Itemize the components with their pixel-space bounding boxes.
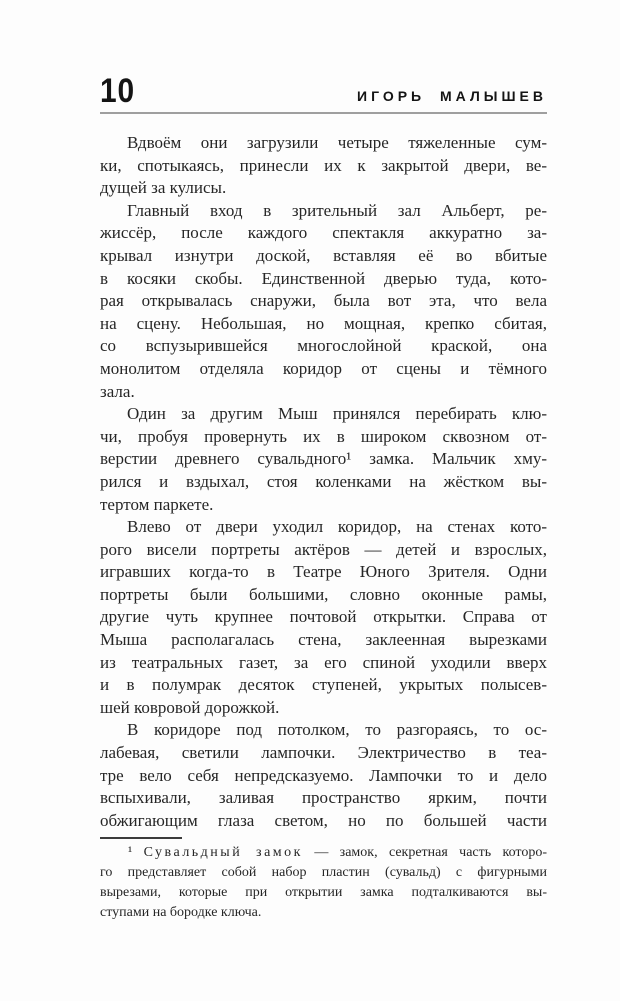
- text-line: Мыша располагалась стена, заклеенная вырезками: [100, 630, 547, 650]
- footnote-term: Сувальдный замок: [143, 845, 303, 861]
- text-line: рая открывалась снаружи, была вот эта, что вела: [100, 291, 547, 311]
- page-header: [100, 74, 547, 108]
- paragraph: [100, 132, 547, 200]
- paragraph: [100, 200, 547, 403]
- paragraph: [100, 516, 547, 719]
- footnote-line: вырезами, которые при открытии замка подталкиваются вы-: [100, 885, 547, 901]
- text-line: тре вело себя непредсказуемо. Лампочки то и дело: [100, 765, 547, 785]
- text-line: лабевая, светили лампочки. Электричество в теа-: [100, 743, 547, 763]
- paragraph: [100, 403, 547, 516]
- author-running-head: ИГОРЬ МАЛЫШЕВ: [357, 88, 547, 104]
- paragraph: [100, 719, 547, 832]
- text-line: В коридоре под потолком, то разгораясь, то ос-: [127, 720, 547, 740]
- text-line: в косяки скобы. Единственной дверью туда, кото-: [100, 268, 547, 288]
- text-line: Один за другим Мыш принялся перебирать клю-: [127, 404, 547, 424]
- text-line: другие чуть крупнее почтовой открытки. Справа от: [100, 607, 547, 627]
- text-line: дущей за кулисы.: [100, 178, 227, 198]
- text-line: Главный вход в зрительный зал Альберт, ре-: [127, 200, 547, 220]
- footnote-marker: ¹: [128, 845, 133, 861]
- text-line: тертом паркете.: [100, 494, 214, 514]
- body-text: [100, 132, 547, 923]
- text-line: обжигающим глаза светом, но по большей части: [100, 810, 547, 830]
- footnote-line: го представляет собой набор пластин (сувальд) с фигурными: [100, 865, 547, 881]
- text-line: ки, спотыкаясь, принесли их к закрытой двери, ве-: [100, 155, 547, 175]
- text-line: и в полумрак десяток ступеней, укрытых полысев-: [100, 675, 547, 695]
- footnote-line: [100, 843, 547, 863]
- footnote-line: ступами на бородке ключа.: [100, 905, 262, 921]
- footnote-separator: [100, 837, 182, 839]
- page-number: 10: [100, 72, 136, 110]
- text-line: Влево от двери уходил коридор, на стенах кото-: [127, 517, 547, 537]
- text-line: из театральных газет, за его спиной уходили вверх: [100, 652, 547, 672]
- text-line: на сцену. Небольшая, но мощная, крепко сбитая,: [100, 313, 547, 333]
- text-line: рого висели портреты актёров — детей и взрослых,: [100, 539, 547, 559]
- text-line: крывал изнутри доской, вставляя её во вбитые: [100, 245, 547, 265]
- text-line: игравших когда-то в Театре Юного Зрителя. Одни: [100, 562, 547, 582]
- text-line: вспыхивали, заливая пространство ярким, почти: [100, 788, 547, 808]
- text-line: жиссёр, после каждого спектакля аккуратно за-: [100, 223, 547, 243]
- text-line: монолитом отделяла коридор от сцены и тёмного: [100, 358, 547, 378]
- text-line: зала.: [100, 381, 135, 401]
- text-line: Вдвоём они загрузили четыре тяжеленные сум-: [127, 133, 547, 152]
- text-line: со вспузырившейся многослойной краской, она: [100, 336, 547, 356]
- text-line: шей ковровой дорожкой.: [100, 697, 280, 717]
- footnote: [100, 837, 547, 923]
- header-rule: [100, 112, 547, 114]
- text-line: портреты были большими, словно оконные рамы,: [100, 584, 547, 604]
- text-line: чи, пробуя провернуть их в широком сквозном от-: [100, 426, 547, 446]
- text-line: верстии древнего сувальдного¹ замка. Мальчик хму-: [100, 449, 547, 469]
- text-line: рился и вздыхал, стоя коленками на жёстком вы-: [100, 471, 547, 491]
- footnote-text: — замок, секретная часть которо-: [314, 845, 548, 861]
